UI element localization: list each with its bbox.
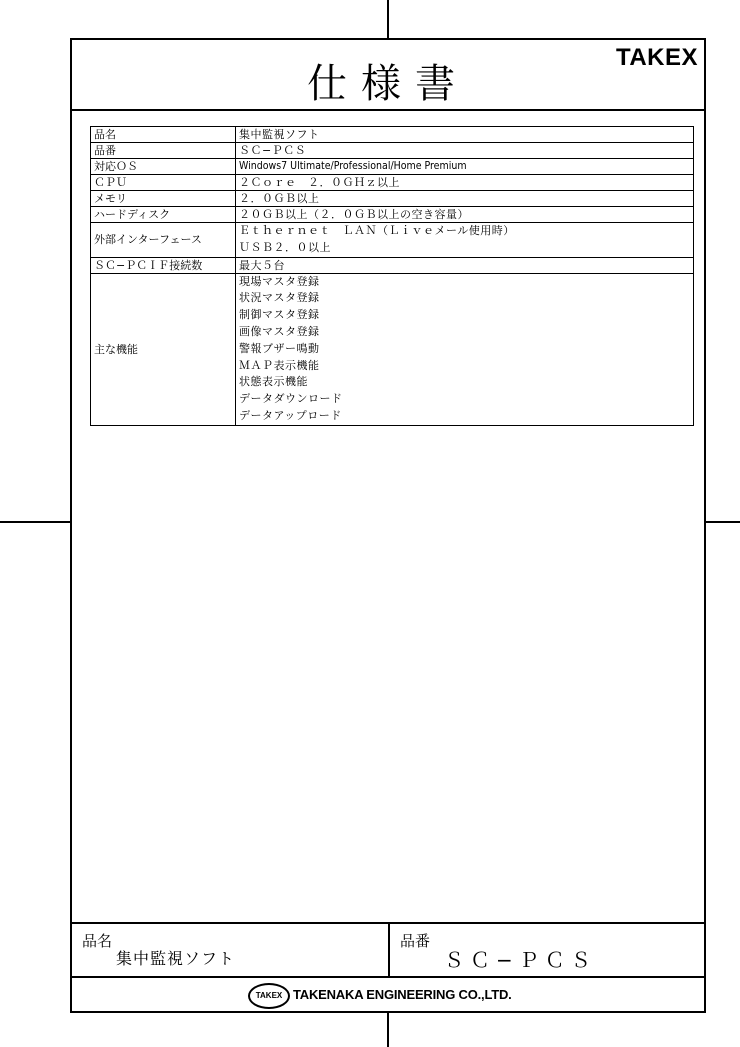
footer-name-value: 集中監視ソフト <box>116 949 236 968</box>
function-item: 警報ブザー鳴動 <box>239 341 320 355</box>
document-title: 仕様書 <box>307 61 469 107</box>
function-item: 現場マスタ登録 <box>239 274 320 288</box>
crop-mark-top <box>387 0 389 38</box>
crop-mark-bottom <box>387 1012 389 1047</box>
table-row <box>91 191 694 207</box>
table-row <box>91 273 694 425</box>
spec-label-functions: 主な機能 <box>91 273 236 425</box>
footer-code-value: ＳＣ−ＰＣＳ <box>444 948 597 972</box>
spec-value-cpu: ２Ｃｏｒｅ ２．０ＧＨｚ以上 <box>236 175 694 191</box>
brand-logo: TAKEX <box>615 44 698 71</box>
spec-value-interface <box>236 223 694 258</box>
spec-value-product-name: 集中監視ソフト <box>236 127 694 143</box>
spec-value-product-code: ＳＣ−ＰＣＳ <box>236 143 694 159</box>
spec-value-functions <box>236 273 694 425</box>
crop-mark-left <box>0 521 70 523</box>
interface-line: Ｅｔｈｅｒｎｅｔ ＬＡＮ（Ｌｉｖｅメール使用時） <box>239 224 515 237</box>
function-item: 制御マスタ登録 <box>239 308 320 322</box>
interface-line: ＵＳＢ２．０以上 <box>239 240 331 254</box>
crop-mark-right <box>705 521 740 523</box>
company-logo-icon: TAKEX <box>248 983 290 1009</box>
spec-label-memory: メモリ <box>91 191 236 207</box>
function-item: データアップロード <box>239 408 342 422</box>
table-row <box>91 223 694 258</box>
spec-label-hdd: ハードディスク <box>91 207 236 223</box>
spec-table <box>90 126 694 426</box>
spec-value-connections: 最大５台 <box>236 257 694 273</box>
table-row <box>91 175 694 191</box>
company-name: TAKENAKA ENGINEERING CO.,LTD. <box>293 987 512 1002</box>
company-row <box>72 976 704 1015</box>
spec-label-product-code: 品番 <box>91 143 236 159</box>
spec-label-os: 対応ＯＳ <box>91 159 236 175</box>
footer-product-name-cell <box>72 924 390 976</box>
spec-label-connections: ＳＣ−ＰＣＩＦ接続数 <box>91 257 236 273</box>
spec-value-os: Windows7 Ultimate/Professional/Home Premium <box>236 159 694 175</box>
footer <box>72 922 704 1013</box>
function-item: ＭＡＰ表示機能 <box>239 358 320 372</box>
table-row <box>91 127 694 143</box>
table-row <box>91 257 694 273</box>
table-row <box>91 143 694 159</box>
footer-product-code-cell <box>390 924 704 976</box>
function-item: データダウンロード <box>239 392 343 406</box>
table-row <box>91 159 694 175</box>
function-item: 状態表示機能 <box>239 375 308 389</box>
function-item: 画像マスタ登録 <box>239 324 320 338</box>
function-item: 状況マスタ登録 <box>239 291 320 305</box>
spec-label-interface: 外部インターフェース <box>91 223 236 258</box>
table-row <box>91 207 694 223</box>
title-row <box>72 40 704 111</box>
footer-code-label: 品番 <box>400 932 431 950</box>
footer-name-label: 品名 <box>82 932 113 950</box>
spec-label-cpu: ＣＰＵ <box>91 175 236 191</box>
spec-value-hdd: ２０ＧＢ以上（２．０ＧＢ以上の空き容量） <box>236 207 694 223</box>
spec-value-memory: ２．０ＧＢ以上 <box>236 191 694 207</box>
spec-label-product-name: 品名 <box>91 127 236 143</box>
spec-sheet <box>70 38 706 1013</box>
